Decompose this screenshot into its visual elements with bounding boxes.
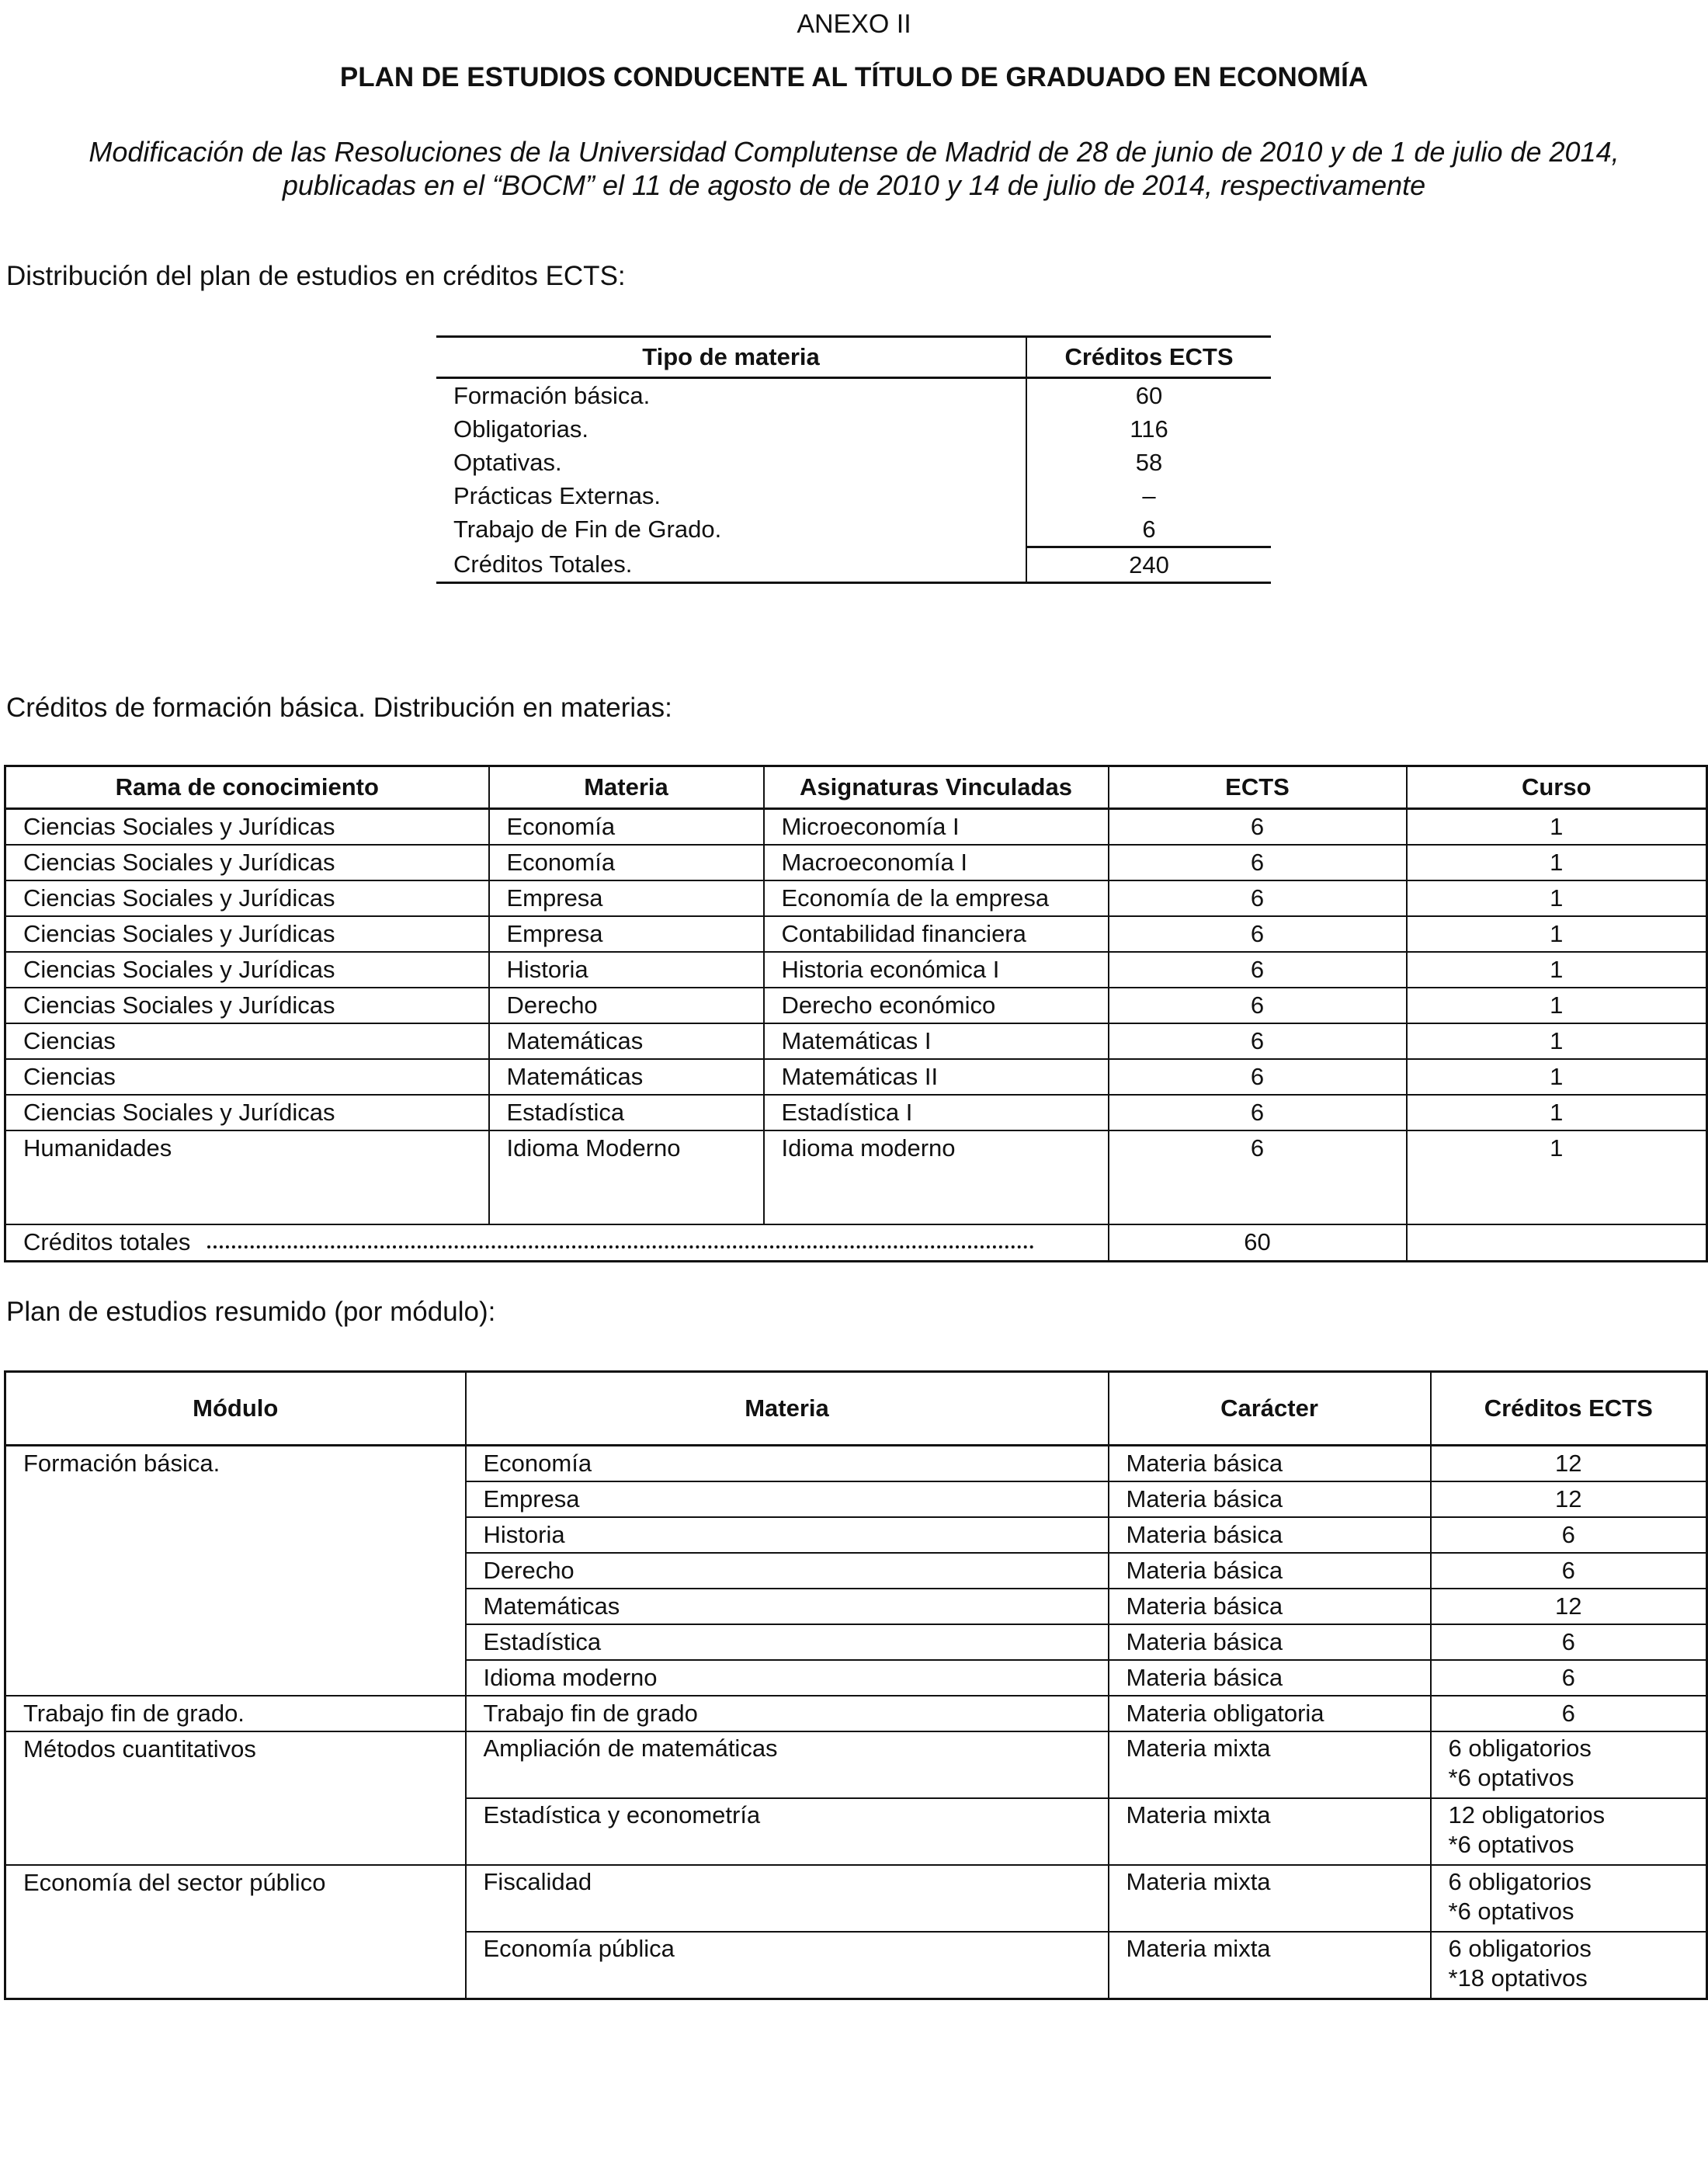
caracter-cell: Materia mixta xyxy=(1109,1865,1431,1932)
ects-credits-cell: 240 xyxy=(1026,547,1271,583)
materia-cell: Matemáticas xyxy=(489,1059,764,1095)
asignatura-cell: Derecho económico xyxy=(764,988,1109,1023)
materia-cell: Fiscalidad xyxy=(466,1865,1109,1932)
table-row xyxy=(436,479,1271,512)
rama-cell: Ciencias xyxy=(5,1059,489,1095)
materia-cell: Empresa xyxy=(489,880,764,916)
table-row xyxy=(436,446,1271,479)
caracter-cell: Materia mixta xyxy=(1109,1798,1431,1865)
caracter-cell: Materia básica xyxy=(1109,1660,1431,1696)
column-header: Materia xyxy=(466,1372,1109,1446)
asignatura-cell: Historia económica I xyxy=(764,952,1109,988)
credits-cell xyxy=(1431,1731,1707,1798)
materia-cell: Historia xyxy=(489,952,764,988)
ects-credits-cell: 116 xyxy=(1026,412,1271,446)
annex-label: ANEXO II xyxy=(797,9,911,39)
table-row xyxy=(5,1446,1707,1482)
section-heading-summary-plan: Plan de estudios resumido (por módulo): xyxy=(6,1297,496,1327)
empty-cell xyxy=(1407,1224,1707,1262)
column-header: Materia xyxy=(489,766,764,809)
caracter-cell: Materia mixta xyxy=(1109,1932,1431,1999)
optional-credits: *6 optativos xyxy=(1448,1764,1574,1791)
ects-cell: 6 xyxy=(1109,1095,1407,1130)
caracter-cell: Materia básica xyxy=(1109,1481,1431,1517)
materia-cell: Derecho xyxy=(489,988,764,1023)
module-cell: Formación básica. xyxy=(5,1446,466,1696)
table-row xyxy=(5,952,1707,988)
table-row xyxy=(5,1731,1707,1798)
module-cell: Trabajo fin de grado. xyxy=(5,1696,466,1731)
section-heading-ects-distribution: Distribución del plan de estudios en créditos ECTS: xyxy=(6,261,626,291)
credits-cell: 12 xyxy=(1431,1481,1707,1517)
rama-cell: Ciencias xyxy=(5,1023,489,1059)
curso-cell: 1 xyxy=(1407,1023,1707,1059)
ects-cell: 6 xyxy=(1109,916,1407,952)
materia-type-cell: Optativas. xyxy=(453,449,562,476)
ects-credits-cell: – xyxy=(1026,479,1271,512)
column-header: Tipo de materia xyxy=(436,337,1026,378)
materia-cell: Trabajo fin de grado xyxy=(466,1696,1109,1731)
table-header-row xyxy=(5,766,1707,809)
asignatura-cell: Macroeconomía I xyxy=(764,845,1109,880)
materia-cell: Economía xyxy=(466,1446,1109,1482)
column-header: Módulo xyxy=(5,1372,466,1446)
mandatory-credits: 6 obligatorios xyxy=(1448,1935,1592,1962)
section-heading-basic-training: Créditos de formación básica. Distribución en materias: xyxy=(6,693,672,723)
basic-training-table xyxy=(4,765,1708,1262)
credits-cell xyxy=(1431,1865,1707,1932)
curso-cell: 1 xyxy=(1407,880,1707,916)
rama-cell: Ciencias Sociales y Jurídicas xyxy=(5,988,489,1023)
caracter-cell: Materia obligatoria xyxy=(1109,1696,1431,1731)
table-row xyxy=(5,1023,1707,1059)
column-header: Créditos ECTS xyxy=(1026,337,1271,378)
credits-cell: 6 xyxy=(1431,1624,1707,1660)
table-row xyxy=(5,1130,1707,1224)
curso-cell: 1 xyxy=(1407,916,1707,952)
materia-cell: Economía xyxy=(489,809,764,846)
column-header: Asignaturas Vinculadas xyxy=(764,766,1109,809)
ects-distribution-table xyxy=(436,335,1271,584)
table-row xyxy=(5,1059,1707,1095)
materia-type-cell: Prácticas Externas. xyxy=(453,482,661,509)
caracter-cell: Materia básica xyxy=(1109,1553,1431,1589)
summary-plan-table xyxy=(4,1370,1708,2000)
column-header: Créditos ECTS xyxy=(1431,1372,1707,1446)
curso-cell: 1 xyxy=(1407,952,1707,988)
module-cell: Economía del sector público xyxy=(5,1865,466,1999)
ects-cell: 6 xyxy=(1109,1059,1407,1095)
table-row xyxy=(5,988,1707,1023)
materia-type-cell: Formación básica. xyxy=(453,382,651,409)
rama-cell: Ciencias Sociales y Jurídicas xyxy=(5,1095,489,1130)
table-header-row xyxy=(5,1372,1707,1446)
subtitle-line-1: Modificación de las Resoluciones de la Universidad Complutense de Madrid de 28 de junio de 2010 y de 1 de julio de 2014, xyxy=(89,136,1619,168)
materia-cell: Ampliación de matemáticas xyxy=(466,1731,1109,1798)
credits-cell xyxy=(1431,1932,1707,1999)
table-row xyxy=(436,512,1271,547)
asignatura-cell: Matemáticas I xyxy=(764,1023,1109,1059)
caracter-cell: Materia básica xyxy=(1109,1624,1431,1660)
ects-cell: 6 xyxy=(1109,845,1407,880)
module-cell: Métodos cuantitativos xyxy=(5,1731,466,1865)
optional-credits: *18 optativos xyxy=(1448,1964,1588,1992)
column-header: Curso xyxy=(1407,766,1707,809)
optional-credits: *6 optativos xyxy=(1448,1898,1574,1925)
rama-cell: Ciencias Sociales y Jurídicas xyxy=(5,845,489,880)
credits-cell: 6 xyxy=(1431,1517,1707,1553)
materia-type-cell: Trabajo de Fin de Grado. xyxy=(453,516,722,543)
materia-cell: Matemáticas xyxy=(466,1589,1109,1624)
mandatory-credits: 12 obligatorios xyxy=(1448,1801,1606,1828)
ects-cell: 6 xyxy=(1109,1023,1407,1059)
ects-cell: 6 xyxy=(1109,809,1407,846)
materia-cell: Economía xyxy=(489,845,764,880)
total-value-cell: 60 xyxy=(1109,1224,1407,1262)
materia-cell: Empresa xyxy=(466,1481,1109,1517)
asignatura-cell: Idioma moderno xyxy=(764,1130,1109,1224)
asignatura-cell: Estadística I xyxy=(764,1095,1109,1130)
table-row xyxy=(5,1696,1707,1731)
asignatura-cell: Economía de la empresa xyxy=(764,880,1109,916)
asignatura-cell: Microeconomía I xyxy=(764,809,1109,846)
materia-cell: Derecho xyxy=(466,1553,1109,1589)
asignatura-cell: Contabilidad financiera xyxy=(764,916,1109,952)
mandatory-credits: 6 obligatorios xyxy=(1448,1868,1592,1895)
column-header: ECTS xyxy=(1109,766,1407,809)
rama-cell: Humanidades xyxy=(5,1130,489,1224)
mandatory-credits: 6 obligatorios xyxy=(1448,1735,1592,1762)
materia-cell: Estadística xyxy=(466,1624,1109,1660)
curso-cell: 1 xyxy=(1407,1095,1707,1130)
ects-cell: 6 xyxy=(1109,880,1407,916)
rama-cell: Ciencias Sociales y Jurídicas xyxy=(5,952,489,988)
rama-cell: Ciencias Sociales y Jurídicas xyxy=(5,916,489,952)
materia-cell: Historia xyxy=(466,1517,1109,1553)
caracter-cell: Materia básica xyxy=(1109,1589,1431,1624)
table-header-row xyxy=(436,337,1271,378)
table-row xyxy=(5,1865,1707,1932)
total-row xyxy=(5,1224,1707,1262)
total-label-cell xyxy=(5,1224,1109,1262)
credits-cell: 6 xyxy=(1431,1696,1707,1731)
table-row xyxy=(5,809,1707,846)
column-header: Carácter xyxy=(1109,1372,1431,1446)
curso-cell: 1 xyxy=(1407,809,1707,846)
materia-type-cell: Obligatorias. xyxy=(453,415,589,443)
curso-cell: 1 xyxy=(1407,1130,1707,1224)
table-row xyxy=(436,378,1271,413)
document-title: PLAN DE ESTUDIOS CONDUCENTE AL TÍTULO DE GRADUADO EN ECONOMÍA xyxy=(339,62,1369,92)
table-row xyxy=(5,880,1707,916)
ects-credits-cell: 60 xyxy=(1026,378,1271,413)
curso-cell: 1 xyxy=(1407,1059,1707,1095)
materia-cell: Economía pública xyxy=(466,1932,1109,1999)
curso-cell: 1 xyxy=(1407,988,1707,1023)
asignatura-cell: Matemáticas II xyxy=(764,1059,1109,1095)
ects-cell: 6 xyxy=(1109,952,1407,988)
credits-cell: 6 xyxy=(1431,1553,1707,1589)
credits-cell: 12 xyxy=(1431,1589,1707,1624)
credits-cell: 12 xyxy=(1431,1446,1707,1482)
column-header: Rama de conocimiento xyxy=(5,766,489,809)
materia-cell: Estadística y econometría xyxy=(466,1798,1109,1865)
table-row xyxy=(436,547,1271,583)
materia-cell: Matemáticas xyxy=(489,1023,764,1059)
materia-type-cell: Créditos Totales. xyxy=(453,550,633,578)
table-row xyxy=(5,916,1707,952)
dotted-leader xyxy=(207,1245,1034,1248)
materia-cell: Estadística xyxy=(489,1095,764,1130)
table-row xyxy=(436,412,1271,446)
caracter-cell: Materia básica xyxy=(1109,1446,1431,1482)
rama-cell: Ciencias Sociales y Jurídicas xyxy=(5,809,489,846)
caracter-cell: Materia básica xyxy=(1109,1517,1431,1553)
ects-credits-cell: 6 xyxy=(1026,512,1271,547)
table-row xyxy=(5,845,1707,880)
caracter-cell: Materia mixta xyxy=(1109,1731,1431,1798)
materia-cell: Idioma Moderno xyxy=(489,1130,764,1224)
materia-cell: Empresa xyxy=(489,916,764,952)
ects-credits-cell: 58 xyxy=(1026,446,1271,479)
subtitle-line-2: publicadas en el “BOCM” el 11 de agosto de de 2010 y 14 de julio de 2014, respectivamente xyxy=(282,169,1426,201)
ects-cell: 6 xyxy=(1109,1130,1407,1224)
table-row xyxy=(5,1095,1707,1130)
credits-cell xyxy=(1431,1798,1707,1865)
credits-cell: 6 xyxy=(1431,1660,1707,1696)
optional-credits: *6 optativos xyxy=(1448,1831,1574,1858)
ects-cell: 6 xyxy=(1109,988,1407,1023)
rama-cell: Ciencias Sociales y Jurídicas xyxy=(5,880,489,916)
materia-cell: Idioma moderno xyxy=(466,1660,1109,1696)
total-label: Créditos totales xyxy=(23,1228,191,1255)
curso-cell: 1 xyxy=(1407,845,1707,880)
